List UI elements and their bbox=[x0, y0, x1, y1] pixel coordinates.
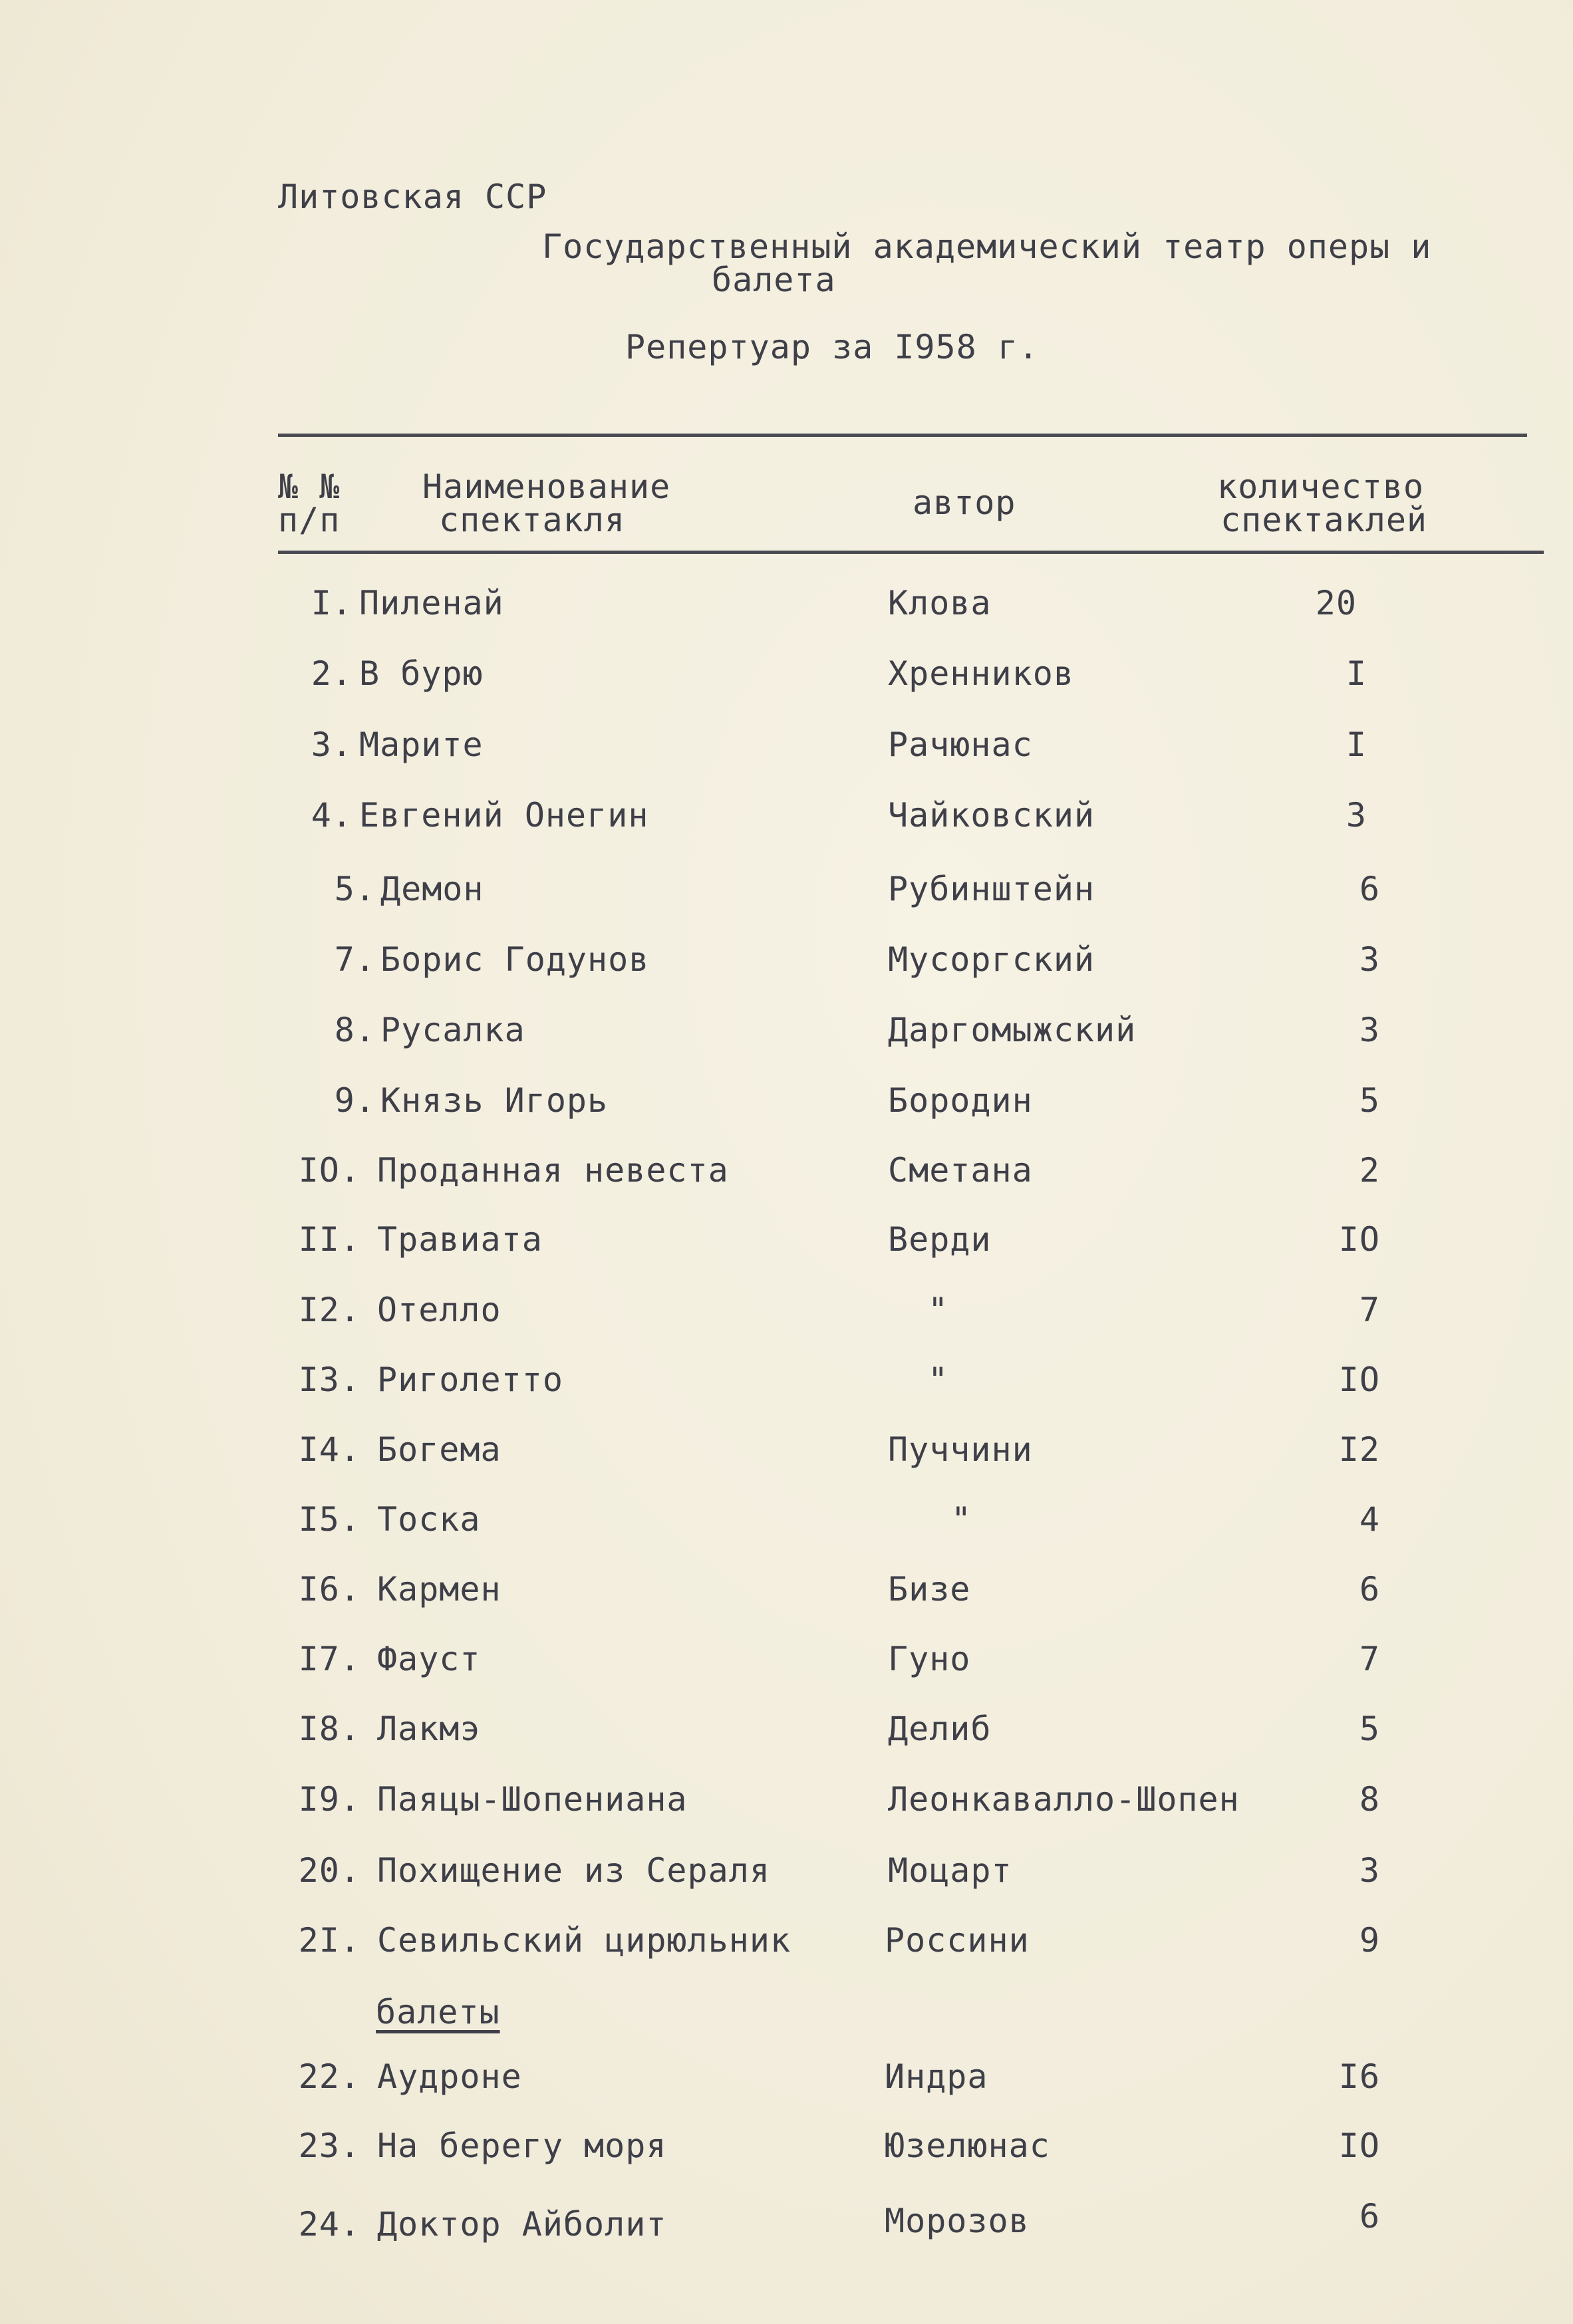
author-name: Рачюнас bbox=[888, 725, 1033, 764]
table-row bbox=[0, 869, 1573, 909]
performance-count: I6 bbox=[1338, 2057, 1380, 2096]
table-row bbox=[0, 654, 1573, 694]
author-name: " bbox=[928, 1360, 949, 1399]
author-name: Сметана bbox=[888, 1151, 1033, 1190]
row-number: I8. bbox=[298, 1710, 360, 1748]
performance-name: Паяцы-Шопениана bbox=[377, 1780, 688, 1819]
table-row bbox=[0, 583, 1573, 623]
performance-name: Евгений Онегин bbox=[359, 796, 649, 835]
table-row bbox=[0, 2126, 1573, 2166]
performance-count: I bbox=[1346, 654, 1367, 693]
performance-count: 20 bbox=[1315, 584, 1357, 622]
row-number: II. bbox=[298, 1220, 360, 1259]
performance-name: Риголетто bbox=[377, 1360, 563, 1399]
republic-label: Литовская ССР bbox=[278, 178, 547, 216]
table-row bbox=[0, 1779, 1573, 1819]
author-name: Гуно bbox=[888, 1640, 971, 1678]
performance-count: IO bbox=[1338, 1360, 1380, 1399]
table-row bbox=[0, 725, 1573, 765]
performance-name: Проданная невеста bbox=[377, 1151, 729, 1190]
author-name: Делиб bbox=[888, 1710, 992, 1748]
performance-name: На берегу моря bbox=[377, 2127, 667, 2165]
table-top-rule bbox=[278, 434, 1527, 437]
performance-name: Богема bbox=[377, 1430, 501, 1469]
row-number: 7. bbox=[334, 940, 376, 979]
row-number: 22. bbox=[298, 2057, 360, 2096]
table-row bbox=[0, 1360, 1573, 1400]
theatre-name-line1: Государственный академический театр оперы и bbox=[542, 227, 1432, 266]
performance-name: Демон bbox=[380, 870, 484, 908]
row-number: I5. bbox=[298, 1500, 360, 1539]
author-name: Рубинштейн bbox=[888, 870, 1095, 908]
performance-count: 5 bbox=[1359, 1710, 1380, 1748]
performance-count: I bbox=[1346, 725, 1367, 764]
author-name: " bbox=[951, 1500, 972, 1539]
column-header-count-line1: количество bbox=[1217, 467, 1425, 506]
row-number: 20. bbox=[298, 1851, 360, 1890]
performance-count: 3 bbox=[1346, 796, 1367, 835]
table-row bbox=[0, 795, 1573, 835]
author-name: Леонкавалло-Шопен bbox=[888, 1780, 1240, 1819]
table-row bbox=[0, 1430, 1573, 1470]
performance-count: IO bbox=[1338, 1220, 1380, 1259]
performance-name: Травиата bbox=[377, 1220, 543, 1259]
author-name: Моцарт bbox=[888, 1851, 1012, 1890]
performance-count: 9 bbox=[1359, 1921, 1380, 1960]
performance-name: Русалка bbox=[380, 1011, 525, 1049]
table-row bbox=[0, 1639, 1573, 1679]
performance-name: Доктор Айболит bbox=[377, 2205, 667, 2244]
performance-count: 5 bbox=[1359, 1081, 1380, 1120]
table-row bbox=[0, 1851, 1573, 1890]
author-name: Хренников bbox=[888, 654, 1074, 693]
table-row bbox=[0, 1220, 1573, 1259]
table-row bbox=[0, 1150, 1573, 1190]
table-row bbox=[0, 1709, 1573, 1749]
author-name: Индра bbox=[885, 2057, 988, 2096]
header-bottom-rule bbox=[278, 551, 1544, 554]
performance-count: 7 bbox=[1359, 1291, 1380, 1329]
row-number: 4. bbox=[311, 796, 353, 835]
performance-count: 8 bbox=[1359, 1780, 1380, 1819]
row-number: 24. bbox=[298, 2205, 360, 2244]
row-number: IO. bbox=[298, 1151, 360, 1190]
performance-name: Князь Игорь bbox=[380, 1081, 609, 1120]
author-name: Даргомыжский bbox=[888, 1011, 1137, 1049]
performance-count: 6 bbox=[1359, 1570, 1380, 1609]
performance-count: 7 bbox=[1359, 1640, 1380, 1678]
table-row bbox=[0, 1010, 1573, 1050]
author-name: Юзелюнас bbox=[885, 2127, 1050, 2165]
section-label-ballets: балеты bbox=[376, 1993, 500, 2031]
column-header-author: автор bbox=[913, 483, 1016, 522]
performance-count: 6 bbox=[1359, 870, 1380, 908]
table-row bbox=[0, 940, 1573, 979]
author-name: Мусоргский bbox=[888, 940, 1095, 979]
table-row bbox=[0, 1081, 1573, 1120]
performance-name: Борис Годунов bbox=[380, 940, 650, 979]
table-row bbox=[0, 1499, 1573, 1539]
performance-count: 3 bbox=[1359, 1851, 1380, 1890]
performance-name: Аудроне bbox=[377, 2057, 522, 2096]
author-name: Россини bbox=[885, 1921, 1030, 1960]
performance-name: Лакмэ bbox=[377, 1710, 481, 1748]
performance-name: Пиленай bbox=[359, 584, 504, 622]
performance-name: Похищение из Сераля bbox=[377, 1851, 770, 1890]
author-name: Клова bbox=[888, 584, 992, 622]
author-name: Бородин bbox=[888, 1081, 1033, 1120]
row-number: I4. bbox=[298, 1430, 360, 1469]
author-name: " bbox=[928, 1291, 949, 1329]
performance-count: 6 bbox=[1359, 2197, 1380, 2236]
row-number: I. bbox=[311, 584, 353, 622]
row-number: 23. bbox=[298, 2127, 360, 2165]
performance-name: Тоска bbox=[377, 1500, 481, 1539]
row-number: I3. bbox=[298, 1360, 360, 1399]
column-header-name-line2: спектакля bbox=[439, 501, 625, 539]
table-row bbox=[0, 1569, 1573, 1609]
column-header-count-line2: спектаклей bbox=[1220, 501, 1428, 539]
performance-name: В бурю bbox=[359, 654, 484, 693]
table-row bbox=[0, 1290, 1573, 1330]
row-number: 2I. bbox=[298, 1921, 360, 1960]
column-header-name-line1: Наименование bbox=[422, 467, 671, 506]
row-number: 9. bbox=[334, 1081, 376, 1120]
performance-count: 3 bbox=[1359, 940, 1380, 979]
row-number: 2. bbox=[311, 654, 353, 693]
theatre-name-line2: балета bbox=[712, 261, 836, 299]
performance-name: Отелло bbox=[377, 1291, 501, 1329]
row-number: I9. bbox=[298, 1780, 360, 1819]
row-number: I6. bbox=[298, 1570, 360, 1609]
column-header-number-line1: № № bbox=[278, 467, 341, 506]
column-header-number-line2: п/п bbox=[278, 501, 341, 539]
table-row bbox=[0, 2057, 1573, 2097]
author-name: Морозов bbox=[885, 2202, 1030, 2240]
author-name: Чайковский bbox=[888, 796, 1095, 835]
author-name: Пуччини bbox=[888, 1430, 1033, 1469]
row-number: 3. bbox=[311, 725, 353, 764]
performance-name: Севильский цирюльник bbox=[377, 1921, 791, 1960]
performance-count: 2 bbox=[1359, 1151, 1380, 1190]
performance-count: I2 bbox=[1338, 1430, 1380, 1469]
row-number: I7. bbox=[298, 1640, 360, 1678]
performance-count: 3 bbox=[1359, 1011, 1380, 1049]
author-name: Бизе bbox=[888, 1570, 971, 1609]
row-number: I2. bbox=[298, 1291, 360, 1329]
document-title: Репертуар за I958 г. bbox=[625, 328, 1040, 366]
performance-name: Марите bbox=[359, 725, 484, 764]
table-row bbox=[0, 2197, 1573, 2244]
table-row bbox=[0, 1920, 1573, 1960]
row-number: 8. bbox=[334, 1011, 376, 1049]
performance-count: IO bbox=[1338, 2127, 1380, 2165]
performance-name: Кармен bbox=[377, 1570, 501, 1609]
row-number: 5. bbox=[334, 870, 376, 908]
performance-count: 4 bbox=[1359, 1500, 1380, 1539]
performance-name: Фауст bbox=[377, 1640, 481, 1678]
author-name: Верди bbox=[888, 1220, 992, 1259]
